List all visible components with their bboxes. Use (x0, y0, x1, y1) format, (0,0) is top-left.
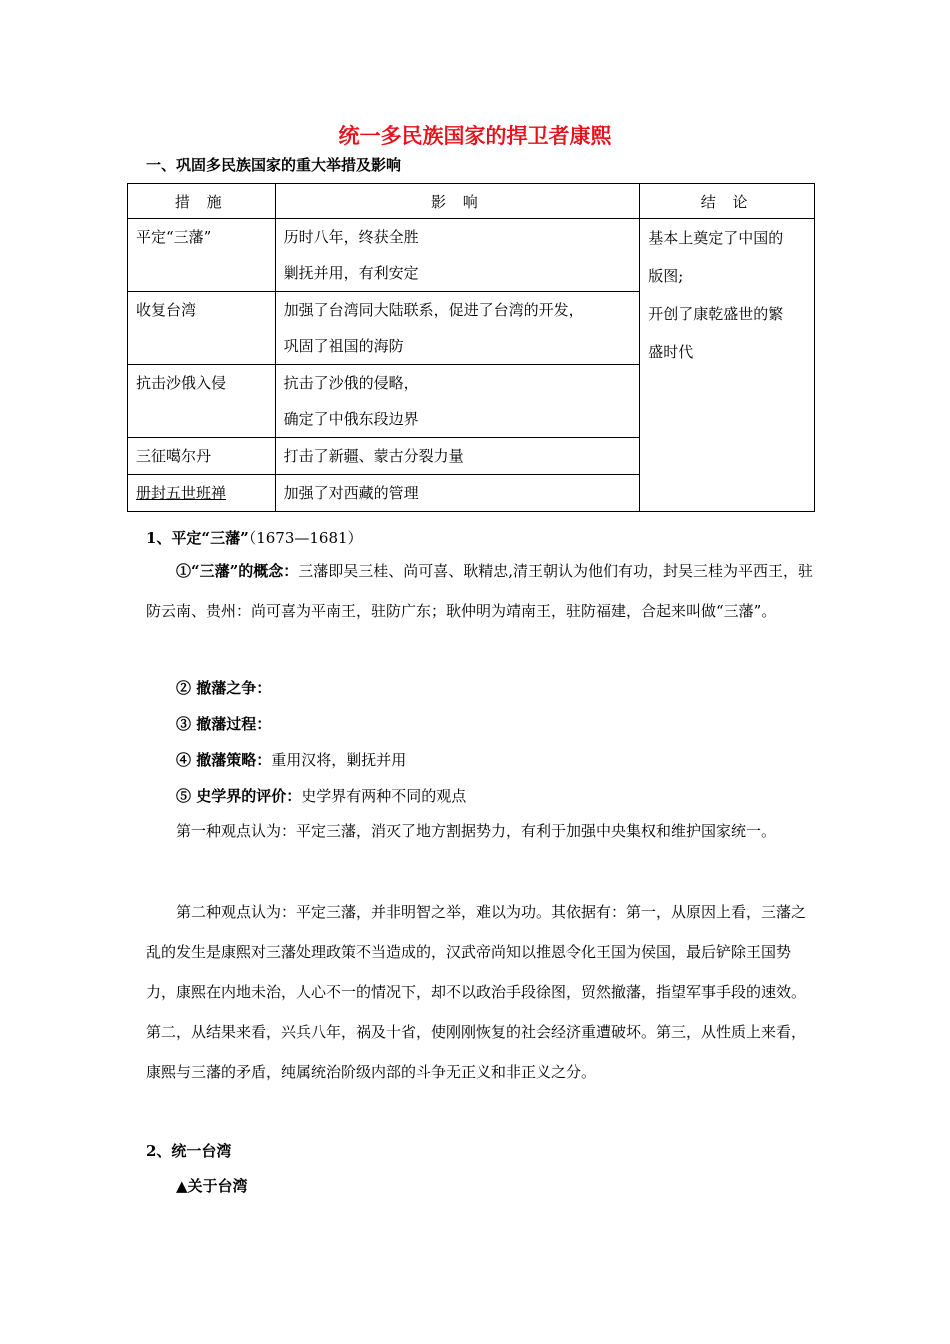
measure-cell: 收复台湾 (128, 292, 276, 365)
paragraph-view-2: 第二种观点认为：平定三藩，并非明智之举，难以为功。其依据有：第一，从原因上看，三藩之乱的发生是康熙对三藩处理政策不当造成的，汉武帝尚知以推恩令化王国为侯国，最后铲除王国势力，康熙在内地未治，人心不一的情况下，却不以政治手段徐图，贸然撤藩，指望军事手段的速效。第二，从结果来看，兴兵八年，祸及十省，使刚刚恢复的社会经济重遭破坏。第三，从性质上来看，康熙与三藩的矛盾，纯属统治阶级内部的斗争无正义和非正义之分。 (146, 903, 807, 1081)
measure-cell: 三征噶尔丹 (128, 438, 276, 475)
page-title: 统一多民族国家的捍卫者康熙 (338, 123, 612, 148)
paragraph-view-1: 第一种观点认为：平定三藩，消灭了地方割据势力，有利于加强中央集权和维护国家统一。 (176, 822, 777, 840)
paragraph-concept: ①“三藩”的概念：三藩即吴三桂、尚可喜、耿精忠,清王朝认为他们有功，封吴三桂为平西王，驻防云南、贵州：尚可喜为平南王，驻防广东；耿仲明为靖南王，驻防福建，合起来叫做“三藩”。 (146, 562, 814, 620)
header-measure: 措 施 (128, 184, 276, 219)
bullet-about-taiwan: ▲关于台湾 (176, 1177, 248, 1195)
header-conclusion: 结 论 (640, 184, 815, 219)
measure-cell: 册封五世班禅 (128, 475, 276, 512)
header-effect: 影 响 (275, 184, 640, 219)
effect-cell: 加强了对西藏的管理 (275, 475, 640, 512)
subsection-heading-1: 1、平定“三藩”（1673—1681） (146, 529, 363, 547)
measure-cell: 抗击沙俄入侵 (128, 365, 276, 438)
table-row (128, 219, 815, 292)
paragraph-dispute: ② 撤藩之争： (176, 679, 272, 697)
section-heading-1: 一、巩固多民族国家的重大举措及影响 (146, 156, 402, 174)
conclusion-cell: 基本上奠定了中国的 版图; 开创了康乾盛世的繁 盛时代 (640, 219, 815, 512)
measure-cell: 平定“三藩” (128, 219, 276, 292)
subsection-heading-2: 2、统一台湾 (146, 1142, 232, 1160)
effect-cell: 打击了新疆、蒙古分裂力量 (275, 438, 640, 475)
measures-table (127, 183, 815, 512)
effect-cell: 历时八年，终获全胜 剿抚并用，有利安定 (275, 219, 640, 292)
table-header-row (128, 184, 815, 219)
effect-cell: 抗击了沙俄的侵略， 确定了中俄东段边界 (275, 365, 640, 438)
effect-cell: 加强了台湾同大陆联系，促进了台湾的开发， 巩固了祖国的海防 (275, 292, 640, 365)
paragraph-evaluation: ⑤ 史学界的评价：史学界有两种不同的观点 (176, 787, 467, 805)
paragraph-process: ③ 撤藩过程： (176, 715, 272, 733)
paragraph-strategy: ④ 撤藩策略：重用汉将，剿抚并用 (176, 751, 407, 769)
